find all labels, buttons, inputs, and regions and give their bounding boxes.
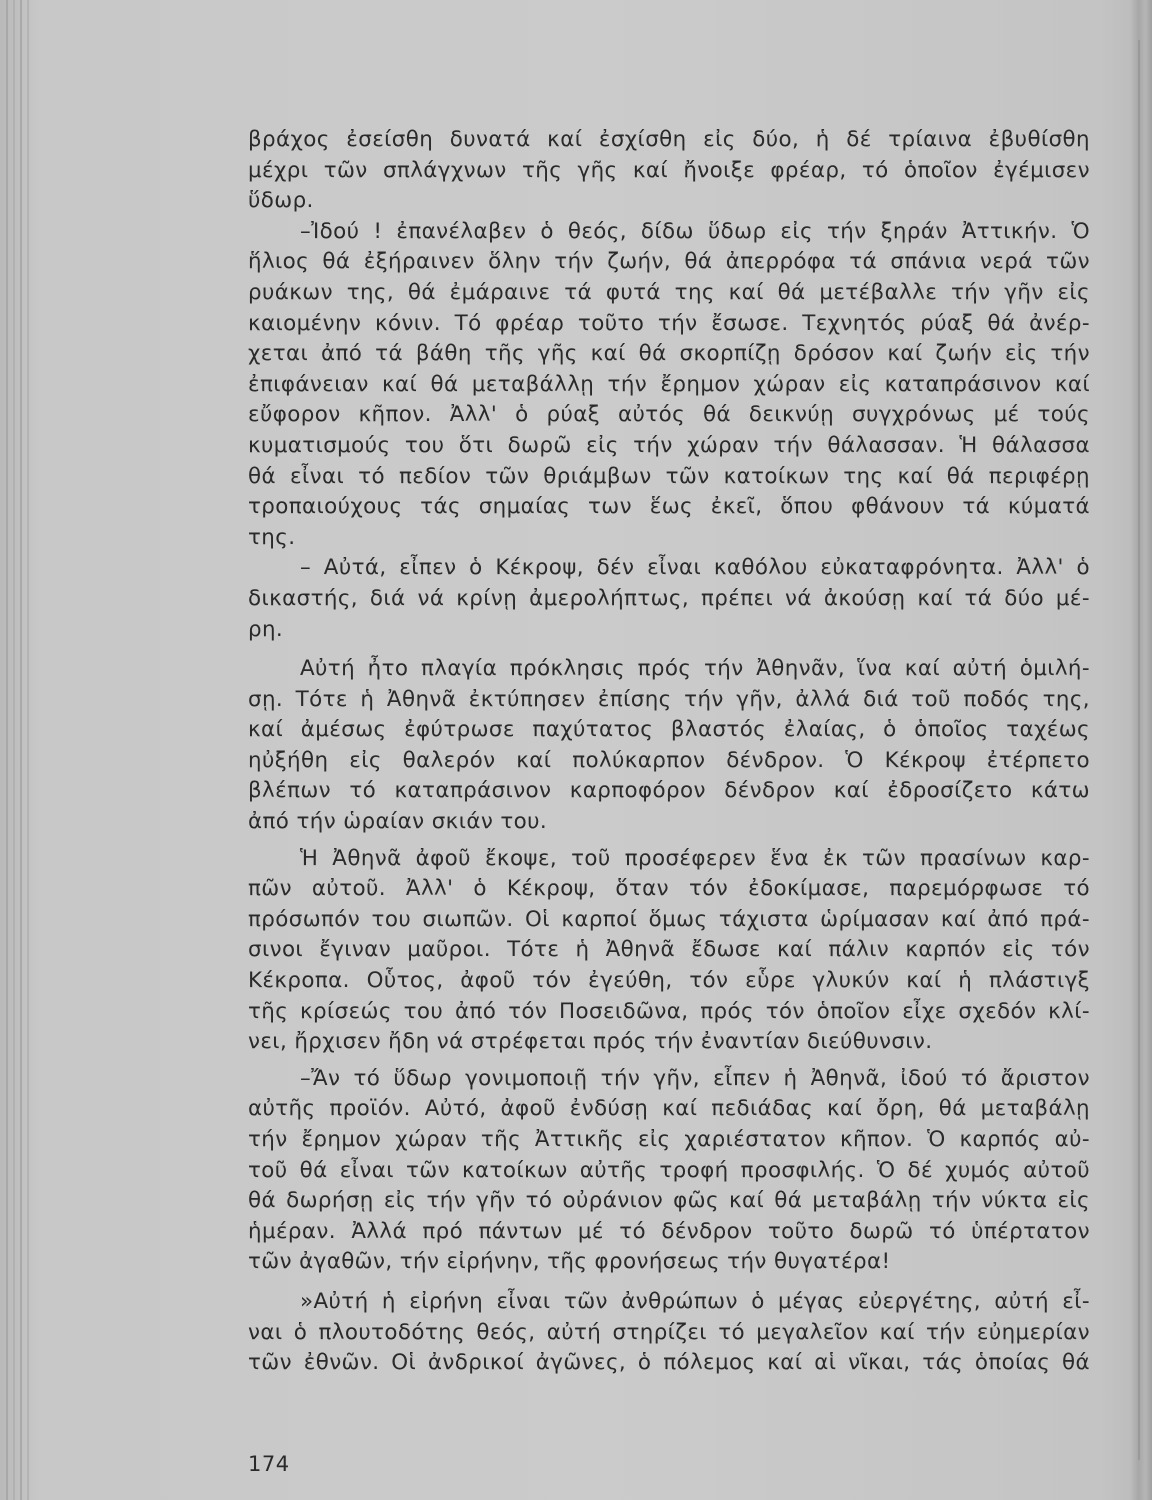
text-line: κυματισμούς του ὅτι δωρῶ εἰς τήν χώραν τήν θάλασσαν. Ἡ θάλασσα	[248, 432, 1090, 458]
text-line: τοῦ θά εἶναι τῶν κατοίκων αὐτῆς τροφή προσφιλής. Ὁ δέ χυμός αὐτοῦ	[248, 1157, 1090, 1183]
text-line: ὕδωρ.	[248, 188, 314, 214]
text-line: σινοι ἔγιναν μαῦροι. Τότε ἡ Ἀθηνᾶ ἔδωσε καί πάλιν καρπόν εἰς τόν	[248, 937, 1090, 963]
text-line: ρη.	[248, 616, 284, 642]
text-line: εὔφορον κῆπον. Ἀλλ' ὁ ρύαξ αὐτός θά δεικνύῃ συγχρόνως μέ τούς	[248, 402, 1090, 428]
text-line: ἐπιφάνειαν καί θά μεταβάλλῃ τήν ἔρημον χώραν εἰς καταπράσινον καί	[248, 371, 1090, 397]
text-line: Κέκροπα. Οὗτος, ἀφοῦ τόν ἐγεύθη, τόν εὗρε γλυκύν καί ἡ πλάστιγξ	[248, 968, 1090, 994]
text-line: θά δωρήσῃ εἰς τήν γῆν τό οὐράνιον φῶς καί θά μεταβάλῃ τήν νύκτα εἰς	[248, 1188, 1090, 1214]
text-line: τῶν ἀγαθῶν, τήν εἰρήνην, τῆς φρονήσεως τήν θυγατέρα!	[248, 1249, 891, 1275]
paragraph	[248, 217, 1090, 554]
paragraph-gap	[248, 645, 1090, 654]
text-line: ἡμέραν. Ἀλλά πρό πάντων μέ τό δένδρον τοῦτο δωρῶ τό ὑπέρτατον	[248, 1218, 1090, 1244]
text-line: θά εἶναι τό πεδίον τῶν θριάμβων τῶν κατοίκων της καί θά περιφέρῃ	[248, 463, 1090, 489]
text-line: καί ἀμέσως ἐφύτρωσε παχύτατος βλαστός ἐλαίας, ὁ ὁποῖος ταχέως	[248, 717, 1090, 743]
page-number: 174	[248, 1452, 290, 1476]
text-line: αὐτῆς προϊόν. Αὐτό, ἀφοῦ ἐνδύσῃ καί πεδιάδας καί ὄρη, θά μεταβάλῃ	[248, 1096, 1090, 1122]
page-edge	[13, 0, 15, 1500]
text-line: χεται ἀπό τά βάθη τῆς γῆς καί θά σκορπίζῃ δρόσον καί ζωήν εἰς τήν	[248, 341, 1090, 367]
book-binding	[1130, 0, 1152, 1500]
text-line: Ἡ Ἀθηνᾶ ἀφοῦ ἔκοψε, τοῦ προσέφερεν ἕνα ἐκ τῶν πρασίνων καρ-	[300, 845, 1090, 871]
text-line: τῶν ἐθνῶν. Οἱ ἀνδρικοί ἀγῶνες, ὁ πόλεμος καί αἱ νῖκαι, τάς ὁποίας θά	[248, 1350, 1090, 1376]
page-edge	[27, 0, 29, 1500]
paragraph	[248, 1064, 1090, 1278]
text-line: νει, ἤρχισεν ἤδη νά στρέφεται πρός τήν ἐναντίαν διεύθυνσιν.	[248, 1029, 933, 1055]
paragraph	[248, 844, 1090, 1058]
text-line: ἥλιος θά ἐξήραινεν ὅλην τήν ζωήν, θά ἀπερρόφα τά σπάνια νερά τῶν	[248, 249, 1090, 275]
text-line: πῶν αὐτοῦ. Ἀλλ' ὁ Κέκροψ, ὅταν τόν ἐδοκίμασε, παρεμόρφωσε τό	[248, 876, 1090, 902]
text-line: ναι ὁ πλουτοδότης θεός, αὐτή στηρίζει τό μεγαλεῖον καί τήν εὐημερίαν	[248, 1319, 1090, 1345]
text-line: βράχος ἐσείσθη δυνατά καί ἐσχίσθη εἰς δύο, ἡ δέ τρίαινα ἐβυθίσθη	[248, 127, 1090, 152]
page-edge	[20, 0, 22, 1500]
text-line: Αὐτή ἦτο πλαγία πρόκλησις πρός τήν Ἀθηνᾶν, ἵνα καί αὐτή ὁμιλή-	[300, 656, 1090, 682]
body-text	[248, 125, 1090, 1379]
text-line: μέχρι τῶν σπλάγχνων τῆς γῆς καί ἤνοιξε φρέαρ, τό ὁποῖον ἐγέμισεν	[248, 157, 1090, 183]
paragraph	[248, 553, 1090, 645]
text-line: – Αὐτά, εἶπεν ὁ Κέκροψ, δέν εἶναι καθόλου εὐκαταφρόνητα. Ἀλλ' ὁ	[300, 555, 1090, 581]
text-line: –Ἰδού ! ἐπανέλαβεν ὁ θεός, δίδω ὕδωρ εἰς τήν ξηράν Ἀττικήν. Ὁ	[300, 218, 1090, 244]
binding-line	[1138, 40, 1140, 1460]
text-line: ρυάκων της, θά ἐμάραινε τά φυτά της καί θά μετέβαλλε τήν γῆν εἰς	[248, 279, 1090, 305]
paragraph	[248, 1287, 1090, 1379]
text-line: ηὐξήθη εἰς θαλερόν καί πολύκαρπον δένδρον. Ὁ Κέκροψ ἐτέρπετο	[248, 747, 1090, 773]
text-line: »Αὐτή ἡ εἰρήνη εἶναι τῶν ἀνθρώπων ὁ μέγας εὐεργέτης, αὐτή εἶ-	[300, 1288, 1090, 1314]
text-line: τροπαιούχους τάς σημαίας των ἕως ἐκεῖ, ὅπου φθάνουν τά κύματά	[248, 494, 1090, 520]
text-line: βλέπων τό καταπράσινον καρποφόρον δένδρον καί ἐδροσίζετο κάτω	[248, 778, 1090, 804]
text-line: τήν ἔρημον χώραν τῆς Ἀττικῆς εἰς χαριέστατον κῆπον. Ὁ καρπός αὐ-	[248, 1127, 1090, 1152]
text-line: –Ἄν τό ὕδωρ γονιμοποιῇ τήν γῆν, εἶπεν ἡ Ἀθηνᾶ, ἰδού τό ἄριστον	[300, 1065, 1090, 1091]
text-line: καιομένην κόνιν. Τό φρέαρ τοῦτο τήν ἔσωσε. Τεχνητός ρύαξ θά ἀνέρ-	[248, 310, 1090, 336]
text-line: πρόσωπόν του σιωπῶν. Οἱ καρποί ὅμως τάχιστα ὡρίμασαν καί ἀπό πρά-	[248, 906, 1090, 932]
text-line: σῃ. Τότε ἡ Ἀθηνᾶ ἐκτύπησεν ἐπίσης τήν γῆν, ἀλλά διά τοῦ ποδός της,	[248, 686, 1090, 712]
paragraph	[248, 654, 1090, 838]
page-edge	[6, 0, 8, 1500]
paragraph	[248, 125, 1090, 217]
text-line: ἀπό τήν ὡραίαν σκιάν του.	[248, 809, 548, 835]
text-line: τῆς κρίσεώς του ἀπό τόν Ποσειδῶνα, πρός τόν ὁποῖον εἶχε σχεδόν κλί-	[248, 998, 1090, 1024]
text-line: της.	[248, 524, 296, 550]
paragraph-gap	[248, 1278, 1090, 1287]
text-line: δικαστής, διά νά κρίνῃ ἀμερολήπτως, πρέπει νά ἀκούσῃ καί τά δύο μέ-	[248, 585, 1090, 611]
